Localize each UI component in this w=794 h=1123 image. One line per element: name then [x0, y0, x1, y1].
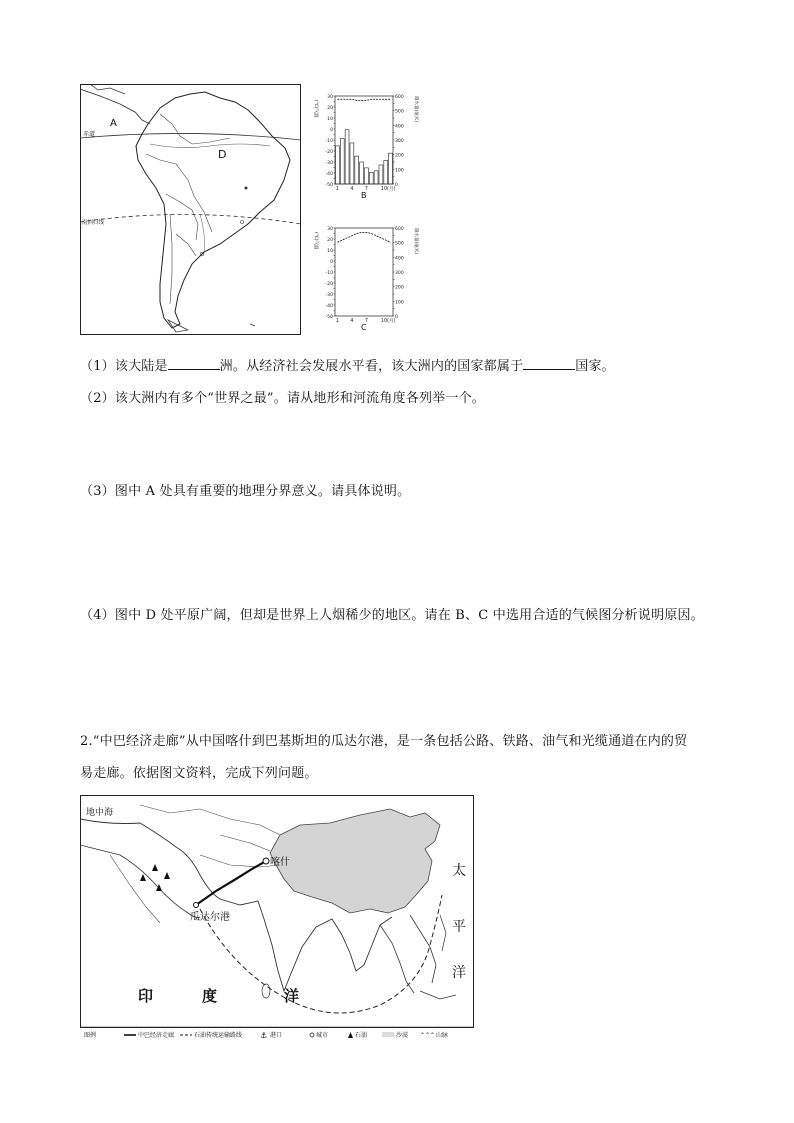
- pacific-label-3: 洋: [452, 965, 466, 981]
- chart-c-left-tick: -20: [325, 282, 333, 287]
- chart-c-right-tick: 600: [395, 227, 404, 232]
- climate-chart-c: [311, 222, 421, 334]
- label-a: A: [110, 118, 117, 129]
- chart-b-left-tick: -40: [325, 172, 333, 177]
- chart-b-frame: [335, 96, 393, 184]
- corridor-map: [80, 795, 474, 1042]
- indian-ocean-label-1: 印: [138, 987, 154, 1005]
- chart-b-right-tick: 400: [395, 124, 404, 130]
- chart-c-right-unit: 降水量(毫米): [413, 228, 418, 255]
- chart-b-x-tick: 1: [335, 187, 339, 192]
- chart-b-x-tick: 10(月): [380, 187, 396, 192]
- kashgar-label: 喀什: [270, 857, 290, 868]
- problem-2-line-2: 易走廊。依据图文资料，完成下列问题。: [80, 766, 318, 781]
- climate-chart-b: [311, 90, 421, 202]
- svg-text:山脉: 山脉: [436, 1032, 449, 1039]
- indian-ocean-label-3: 洋: [284, 987, 300, 1005]
- question-1: （1）该大陆是 洲。从经济社会发展水平看，该大洲内的国家都属于 国家。: [80, 359, 615, 374]
- chart-c-letter: C: [361, 323, 367, 332]
- chart-c-frame: [335, 228, 393, 316]
- chart-b-precip-bar: [350, 143, 354, 184]
- chart-b-right-tick: 200: [395, 153, 404, 159]
- svg-text:石油: 石油: [355, 1032, 368, 1039]
- chart-c-left-tick: -40: [325, 304, 333, 309]
- svg-text:图例: 图例: [84, 1032, 97, 1039]
- chart-c-x-tick: 7: [364, 319, 368, 324]
- chart-b-right-tick: 0: [395, 183, 398, 188]
- south-america-map: [80, 84, 301, 335]
- chart-c-left-tick: 0: [330, 260, 333, 265]
- chart-b-precip-bar: [374, 171, 378, 184]
- chart-b-precip-bar: [345, 130, 349, 184]
- question-2: （2）该大洲内有多个“世界之最”。请从地形和河流角度各列举一个。: [80, 391, 485, 406]
- chart-b-right-tick: 300: [395, 139, 404, 144]
- chart-c-right-tick: 100: [395, 300, 404, 306]
- map-legend: [84, 1031, 448, 1040]
- chart-b-right-unit: 降水量(毫米): [413, 96, 418, 123]
- chart-c-left-tick: -50: [325, 315, 333, 320]
- chart-b-left-tick: -50: [325, 183, 333, 188]
- chart-b-left-tick: 10: [327, 117, 333, 122]
- chart-c-right-tick: 300: [395, 271, 404, 276]
- label-d: D: [218, 148, 227, 161]
- problem-2-line-1: 2.“中巴经济走廊”从中国喀什到巴基斯坦的瓜达尔港，是一条包括公路、铁路、油气和光缆通道在内的贸: [80, 734, 688, 749]
- chart-c-left-tick: 30: [327, 227, 333, 232]
- pacific-label-2: 平: [452, 919, 466, 935]
- chart-b-left-tick: -10: [325, 139, 333, 144]
- svg-text:⌃⌃⌃: ⌃⌃⌃: [420, 1032, 436, 1039]
- chart-b-precip-bar: [389, 153, 393, 184]
- question-3: （3）图中 A 处具有重要的地理分界意义。请具体说明。: [80, 484, 411, 499]
- chart-b-precip-bar: [369, 172, 373, 184]
- chart-b-x-tick: 7: [364, 187, 368, 192]
- svg-text:中巴经济走廊: 中巴经济走廊: [138, 1032, 175, 1039]
- chart-c-x-tick: 10(月): [380, 319, 396, 324]
- mediterranean-label: 地中海: [86, 808, 114, 818]
- chart-b-precip-bar: [379, 165, 383, 184]
- chart-c-left-tick: -30: [325, 293, 333, 298]
- chart-c-x-tick: 4: [350, 319, 354, 324]
- chart-b-precip-bar: [360, 162, 364, 184]
- chart-b-left-unit: (℃)气温: [313, 100, 318, 118]
- chart-b-x-tick: 4: [350, 187, 354, 192]
- chart-b-precip-bar: [340, 139, 344, 184]
- chart-c-x-tick: 1: [335, 319, 339, 324]
- question-4: （4）图中 D 处平原广阔，但却是世界上人烟稀少的地区。请在 B、C 中选用合适的气候图分析说明原因。: [80, 608, 704, 623]
- answer-blank-1[interactable]: [168, 357, 220, 370]
- chart-b-precip-bar: [365, 168, 369, 184]
- chart-b-right-tick: 600: [395, 95, 404, 100]
- chart-b-letter: B: [361, 191, 367, 200]
- chart-b-precip-bar: [336, 146, 340, 184]
- chart-b-right-tick: 100: [395, 168, 404, 174]
- chart-c-left-tick: -10: [325, 271, 333, 276]
- chart-c-left-tick: 10: [327, 249, 333, 254]
- chart-c-left-tick: 20: [327, 238, 333, 243]
- svg-text:港口: 港口: [270, 1032, 283, 1039]
- svg-text:⚓: ⚓: [260, 1031, 268, 1040]
- chart-b-right-tick: 500: [395, 109, 404, 115]
- svg-text:石油传统运输路线: 石油传统运输路线: [194, 1032, 243, 1039]
- svg-text:沙漠: 沙漠: [396, 1032, 409, 1039]
- chart-b-temp-line: [337, 99, 390, 100]
- chart-b-precip-bar: [355, 156, 359, 184]
- chart-c-right-tick: 500: [395, 241, 404, 247]
- indian-ocean-label-2: 度: [202, 987, 218, 1005]
- chart-b-left-tick: -20: [325, 150, 333, 155]
- chart-b-left-tick: 20: [327, 106, 333, 111]
- chart-b-left-tick: 30: [327, 95, 333, 100]
- gwadar-label: 瓜达尔港: [190, 912, 230, 923]
- chart-b-left-tick: 0: [330, 128, 333, 133]
- chart-c-right-tick: 0: [395, 315, 398, 320]
- chart-c-left-unit: (℃)气温: [313, 232, 318, 250]
- chart-c-temp-line: [337, 232, 390, 242]
- chart-b-left-tick: -30: [325, 161, 333, 166]
- pacific-label-1: 太: [452, 863, 466, 879]
- equator-label: 赤道: [83, 131, 96, 138]
- answer-blank-2[interactable]: [523, 357, 575, 370]
- chart-b-precip-bar: [384, 161, 388, 184]
- chart-c-right-tick: 400: [395, 256, 404, 262]
- chart-c-right-tick: 200: [395, 285, 404, 291]
- tropic-label: 南回归线: [82, 220, 105, 226]
- svg-text:城市: 城市: [316, 1032, 329, 1039]
